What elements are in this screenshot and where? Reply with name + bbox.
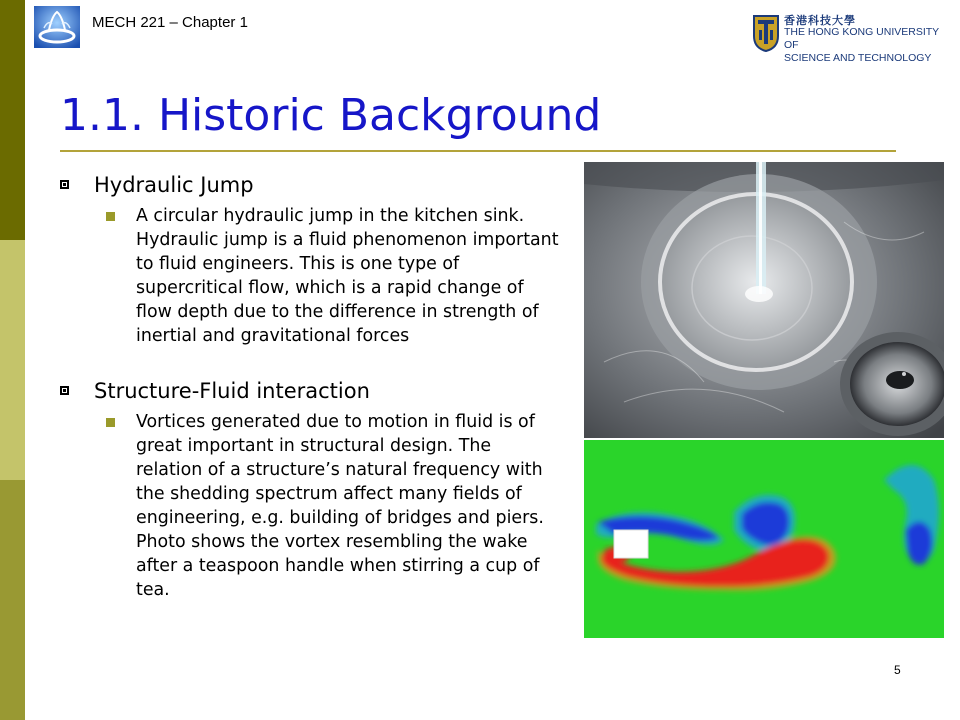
slide-title: 1.1. Historic Background [60, 90, 602, 141]
course-title: MECH 221 – Chapter 1 [92, 14, 248, 31]
title-divider [60, 150, 896, 152]
pool-splash-icon [34, 6, 80, 48]
hkust-crest-icon [752, 14, 780, 52]
bullet-box-icon [60, 180, 69, 189]
university-chinese-name: 香港科技大學 [784, 14, 856, 27]
university-name [784, 26, 954, 65]
left-bar-segment-mid [0, 480, 25, 720]
bullet-heading: Hydraulic Jump [94, 173, 254, 197]
sub-bullet-structure-fluid [106, 410, 560, 602]
vortex-shedding-simulation [584, 440, 944, 638]
slide-content [60, 172, 560, 602]
sub-bullet-text: Vortices generated due to motion in fluid is of great important in structural design. The relation of a structure’s natural frequency with the shedding spectrum affect many fields of engineering, e.g. building of bridges and piers. Photo shows the vortex resembling the wake after a teaspoon handle when stirring a cup of tea. [136, 412, 544, 600]
university-name-line1: THE HONG KONG UNIVERSITY OF [784, 26, 939, 51]
sub-bullet-hydraulic-jump [106, 204, 560, 348]
bullet-box-icon [60, 386, 69, 395]
bullet-structure-fluid [60, 378, 560, 404]
sub-bullet-text: A circular hydraulic jump in the kitchen sink. Hydraulic jump is a fluid phenomenon important to fluid engineers. This is one type of supercritical flow, which is a rapid change of flow depth due to the difference in strength of inertial and gravitational forces [136, 206, 559, 346]
left-bar-segment-light [0, 240, 25, 480]
bullet-square-icon [106, 418, 115, 427]
left-decorative-bar [0, 0, 25, 720]
page-number: 5 [894, 663, 901, 677]
bullet-heading: Structure-Fluid interaction [94, 379, 370, 403]
bullet-hydraulic-jump [60, 172, 560, 198]
left-bar-segment-dark [0, 0, 25, 240]
hydraulic-jump-sink-photo [584, 162, 944, 438]
bullet-square-icon [106, 212, 115, 221]
university-name-line2: SCIENCE AND TECHNOLOGY [784, 52, 932, 64]
